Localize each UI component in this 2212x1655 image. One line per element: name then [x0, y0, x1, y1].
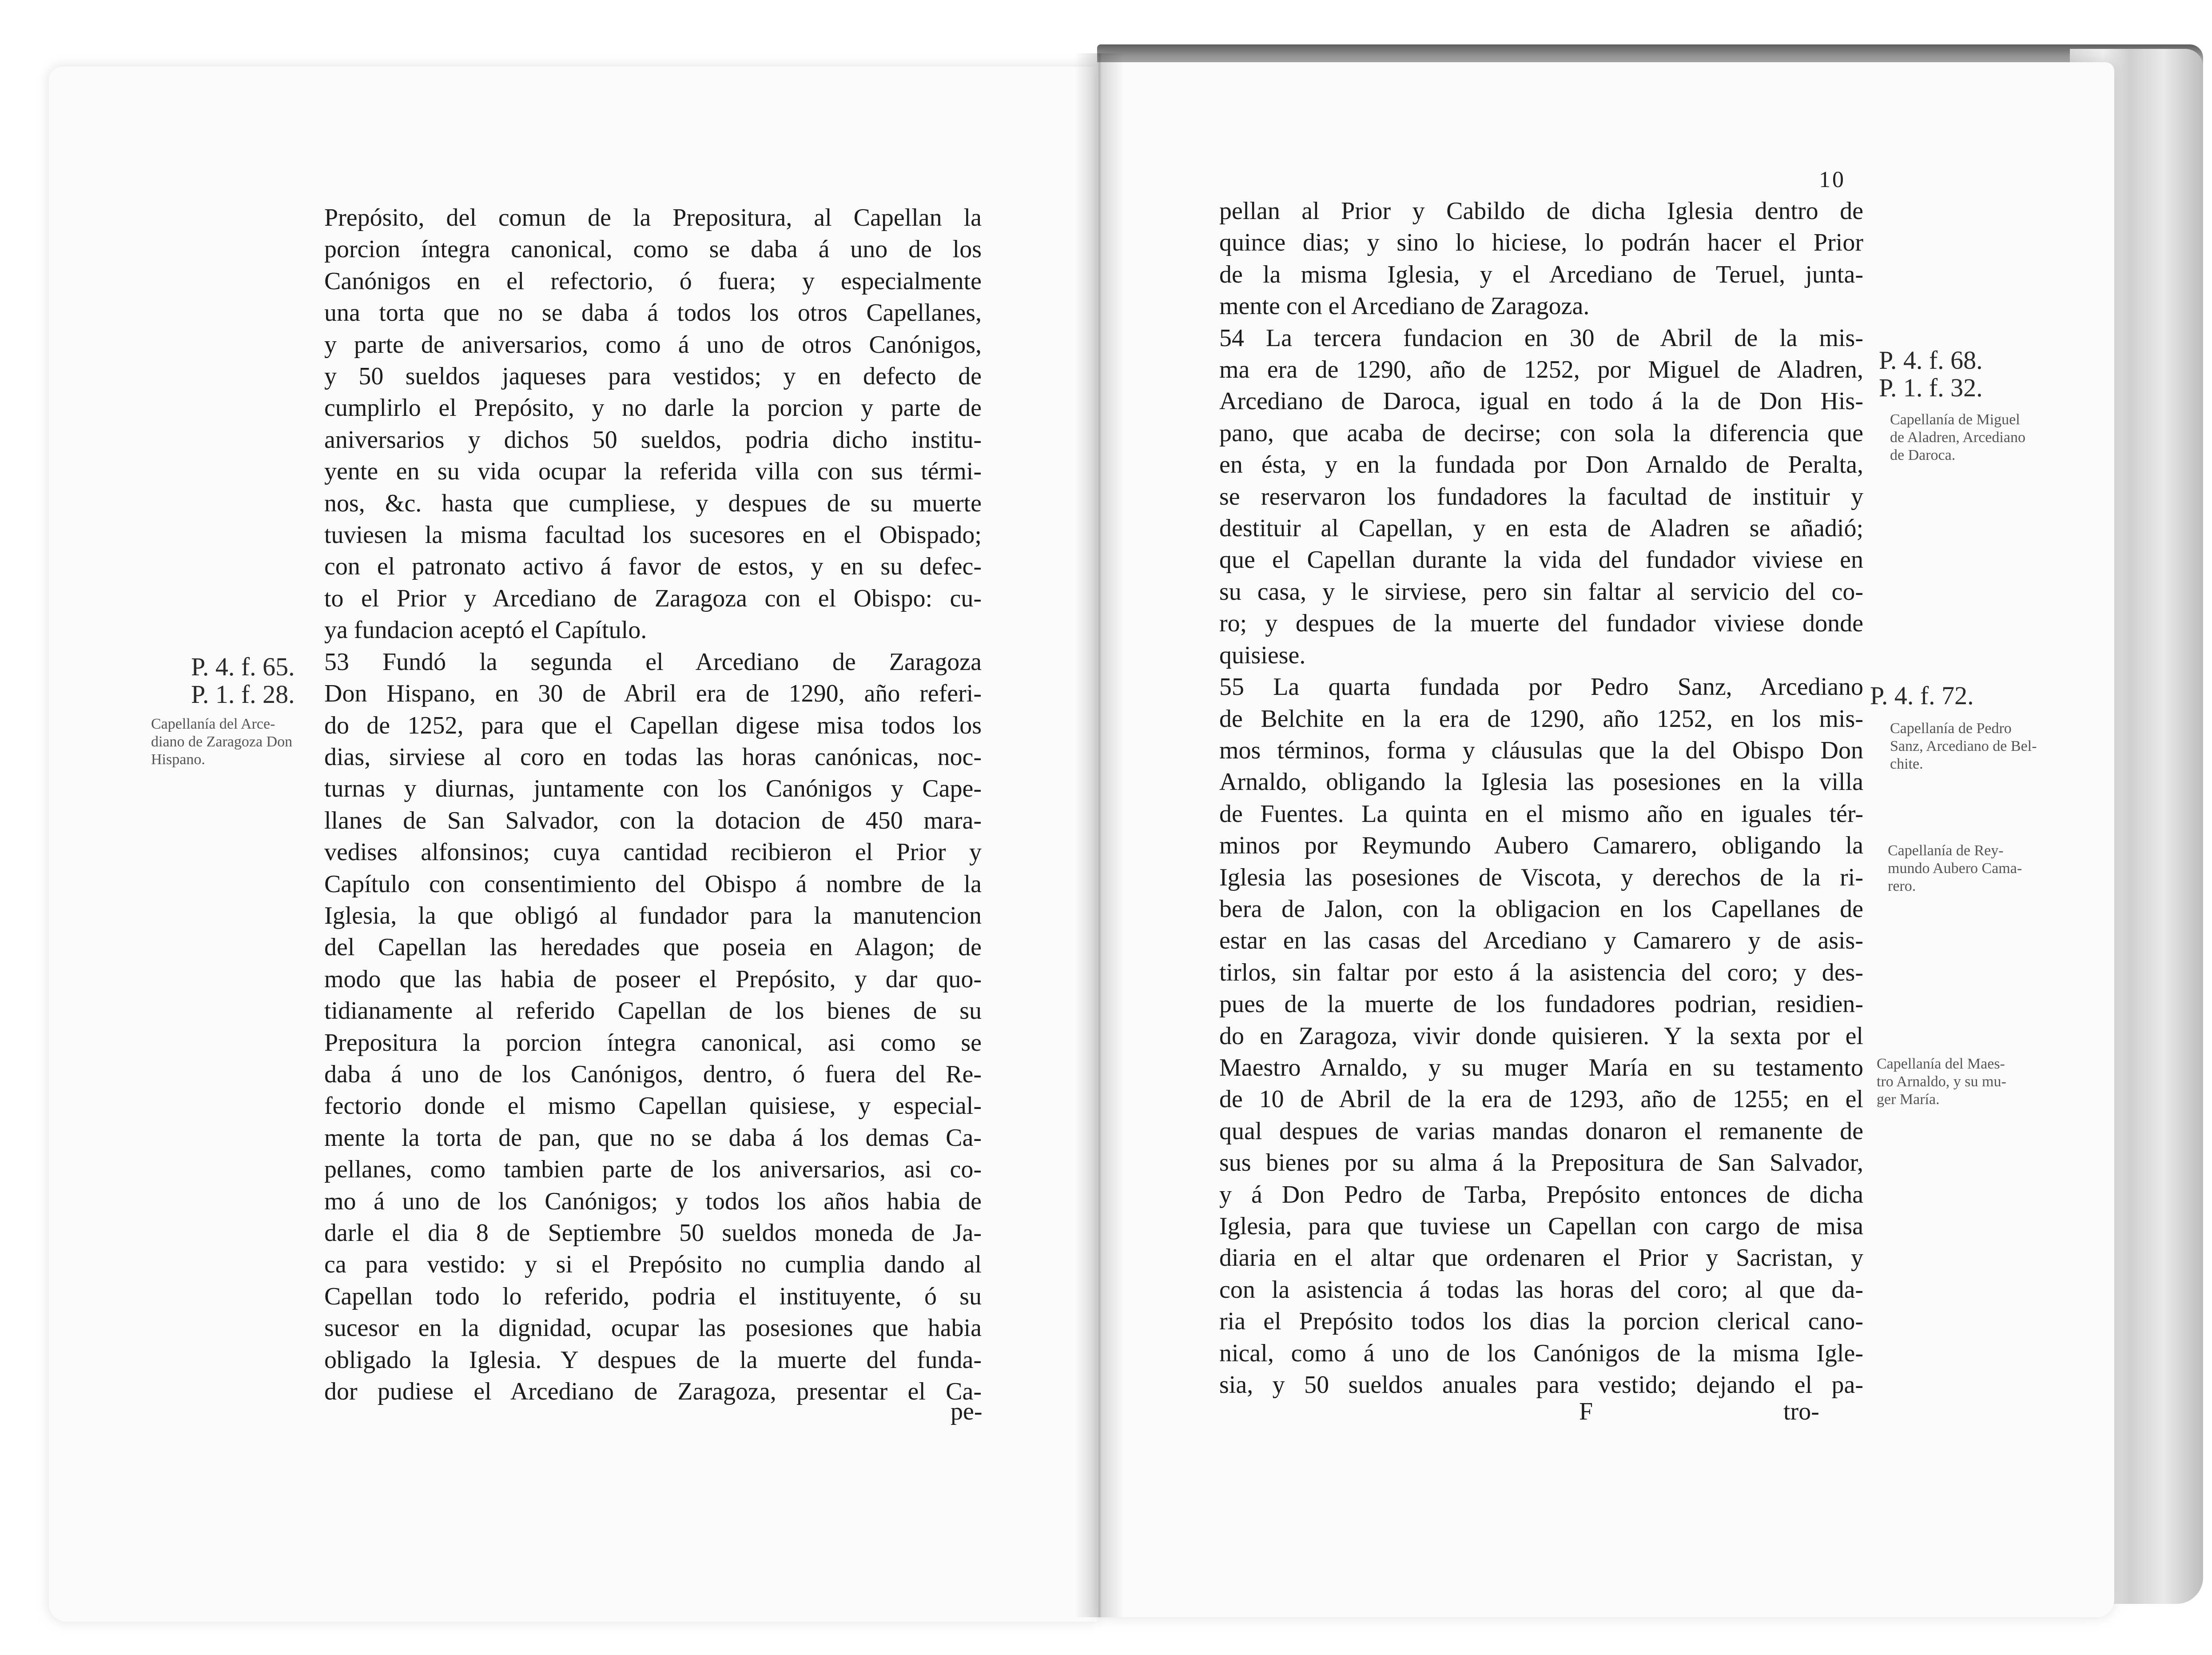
margin-ref-line: P. 4. f. 68.: [1879, 346, 1983, 375]
text-line: Capellan todo lo referido, podria el instituyente, ó su: [324, 1282, 982, 1310]
margin-note-line: Hispano.: [151, 751, 205, 768]
right-margin-reference-2: [1870, 682, 1974, 710]
text-line: tirlos, sin faltar por esto á la asistencia del coro; y des-: [1219, 958, 1863, 986]
page-number: 10: [1819, 167, 1846, 192]
text-line: 55 La quarta fundada por Pedro Sanz, Arcediano: [1219, 673, 1863, 701]
text-line: mente con el Arcediano de Zaragoza.: [1219, 292, 1590, 320]
text-line: minos por Reymundo Aubero Camarero, obligando la: [1219, 832, 1863, 860]
text-line: ca para vestido: y si el Prepósito no cumplia dando al: [324, 1251, 982, 1279]
right-margin-note-1: [1890, 411, 2025, 464]
margin-note-line: ger María.: [1877, 1091, 1940, 1108]
text-line: 54 La tercera fundacion en 30 de Abril de la mis-: [1219, 324, 1863, 352]
text-line: modo que las habia de poseer el Prepósito, y dar quo-: [324, 965, 982, 993]
text-line: mos términos, forma y cláusulas que la del Obispo Don: [1219, 736, 1863, 764]
text-line: diaria en el altar que ordenaren el Prior y Sacristan, y: [1219, 1244, 1863, 1272]
text-line: Prepositura la porcion íntegra canonical, asi como se: [324, 1029, 982, 1057]
text-line: sus bienes por su alma á la Prepositura de San Salvador,: [1219, 1149, 1863, 1177]
text-line: Capítulo con consentimiento del Obispo á nombre de la: [324, 870, 982, 898]
left-margin-note: [151, 715, 292, 769]
text-line: cumplirlo el Prepósito, y no darle la porcion y parte de: [324, 394, 982, 422]
text-line: Iglesia, para que tuviese un Capellan con cargo de misa: [1219, 1212, 1863, 1240]
text-line: aniversarios y dichos 50 sueldos, podria dicho institu-: [324, 426, 982, 454]
text-line: qual despues de varias mandas donaron el remanente de: [1219, 1117, 1863, 1145]
text-line: mo á uno de los Canónigos; y todos los años habia de: [324, 1187, 982, 1215]
margin-note-line: Capellanía del Maes-: [1877, 1056, 2005, 1072]
text-line: y 50 sueldos jaqueses para vestidos; y en defecto de: [324, 363, 982, 391]
text-line: pues de la muerte de los fundadores podrian, residien-: [1219, 990, 1863, 1018]
right-margin-note-3: [1888, 842, 2022, 895]
text-line: llanes de San Salvador, con la dotacion de 450 mara-: [324, 806, 982, 834]
text-line: 53 Fundó la segunda el Arcediano de Zaragoza: [324, 648, 982, 676]
text-line: Arnaldo, obligando la Iglesia las posesiones en la villa: [1219, 768, 1863, 796]
text-line: vedises alfonsinos; cuya cantidad recibieron el Prior y: [324, 838, 982, 866]
text-line: dias, sirviese al coro en todas las horas canónicas, noc-: [324, 743, 982, 771]
margin-note-line: mundo Aubero Cama-: [1888, 860, 2022, 877]
text-line: y á Don Pedro de Tarba, Prepósito entonces de dicha: [1219, 1180, 1863, 1208]
text-line: ro; y despues de la muerte del fundador viviese donde: [1219, 610, 1863, 638]
text-line: Iglesia, la que obligó al fundador para la manutencion: [324, 901, 982, 929]
text-line: Prepósito, del comun de la Prepositura, al Capellan la: [324, 204, 982, 231]
left-page-catchword: pe-: [951, 1398, 983, 1425]
text-line: yente en su vida ocupar la referida villa con sus térmi-: [324, 458, 982, 486]
margin-note-line: tro Arnaldo, y su mu-: [1877, 1073, 2006, 1090]
margin-note-line: chite.: [1890, 756, 1923, 772]
text-line: su casa, y le sirviese, pero sin faltar al servicio del co-: [1219, 578, 1863, 606]
text-line: de la misma Iglesia, y el Arcediano de Teruel, junta-: [1219, 260, 1863, 288]
margin-note-line: diano de Zaragoza Don: [151, 734, 293, 750]
text-line: fectorio donde el mismo Capellan quisiese, y especial-: [324, 1092, 982, 1120]
left-margin-reference: [191, 653, 295, 708]
text-line: quince dias; y sino lo hiciese, lo podrán hacer el Prior: [1219, 229, 1863, 257]
left-page-body-text: [324, 202, 982, 1408]
margin-note-line: de Aladren, Arcediano: [1890, 429, 2025, 446]
margin-note-line: Capellanía de Rey-: [1888, 842, 2004, 859]
text-line: tidianamente al referido Capellan de los bienes de su: [324, 997, 982, 1025]
margin-note-line: Capellanía del Arce-: [151, 716, 275, 732]
text-line: que el Capellan durante la vida del fundador viviese en: [1219, 546, 1863, 574]
margin-note-line: Capellanía de Miguel: [1890, 411, 2020, 428]
right-margin-reference-1: [1879, 347, 1983, 402]
text-line: to el Prior y Arcediano de Zaragoza con el Obispo: cu-: [324, 584, 982, 612]
text-line: nos, &c. hasta que cumpliese, y despues de su muerte: [324, 489, 982, 517]
text-line: Iglesia las posesiones de Viscota, y derechos de la ri-: [1219, 863, 1863, 891]
right-margin-note-2: [1890, 720, 2037, 773]
text-line: se reservaron los fundadores la facultad de instituir y: [1219, 483, 1863, 510]
text-line: mente la torta de pan, que no se daba á los demas Ca-: [324, 1124, 982, 1152]
margin-ref-line: P. 1. f. 28.: [191, 680, 295, 709]
text-line: Arcediano de Daroca, igual en todo á la de Don His-: [1219, 387, 1863, 415]
text-line: Don Hispano, en 30 de Abril era de 1290, año referi-: [324, 680, 982, 708]
text-line: nical, como á uno de los Canónigos de la misma Igle-: [1219, 1339, 1863, 1367]
text-line: pellan al Prior y Cabildo de dicha Iglesia dentro de: [1219, 197, 1863, 225]
text-line: de Belchite en la era de 1290, año 1252, en los mis-: [1219, 705, 1863, 733]
text-line: con la asistencia á todas las horas del coro; al que da-: [1219, 1276, 1863, 1304]
text-line: sia, y 50 sueldos anuales para vestido; dejando el pa-: [1219, 1371, 1863, 1399]
margin-ref-line: P. 4. f. 65.: [191, 652, 295, 681]
text-line: quisiese.: [1219, 641, 1306, 669]
margin-note-line: rero.: [1888, 878, 1916, 894]
right-page-body-text: [1219, 195, 1863, 1401]
text-line: bera de Jalon, con la obligacion en los Capellanes de: [1219, 895, 1863, 923]
text-line: pano, que acaba de decirse; con sola la diferencia que: [1219, 419, 1863, 447]
text-line: ya fundacion aceptó el Capítulo.: [324, 616, 647, 644]
text-line: ria el Prepósito todos los dias la porcion clerical cano-: [1219, 1308, 1863, 1336]
margin-note-line: Sanz, Arcediano de Bel-: [1890, 738, 2037, 754]
text-line: ma era de 1290, año de 1252, por Miguel de Aladren,: [1219, 356, 1863, 384]
text-line: porcion íntegra canonical, como se daba á uno de los: [324, 235, 982, 263]
text-line: con el patronato activo á favor de estos, y en su defec-: [324, 553, 982, 581]
text-line: do de 1252, para que el Capellan digese misa todos los: [324, 711, 982, 739]
text-line: do en Zaragoza, vivir donde quisieren. Y la sexta por el: [1219, 1022, 1863, 1050]
text-line: darle el dia 8 de Septiembre 50 sueldos moneda de Ja-: [324, 1219, 982, 1247]
book-gutter: [1075, 53, 1124, 1617]
text-line: destituir al Capellan, y en esta de Aladren se añadió;: [1219, 514, 1863, 542]
text-line: de Fuentes. La quinta en el mismo año en iguales tér-: [1219, 800, 1863, 828]
text-line: una torta que no se daba á todos los otros Capellanes,: [324, 299, 982, 327]
text-line: estar en las casas del Arcediano y Camarero y de asis-: [1219, 927, 1863, 955]
margin-ref-line: P. 4. f. 72.: [1870, 681, 1974, 710]
text-line: del Capellan las heredades que poseia en Alagon; de: [324, 933, 982, 961]
text-line: y parte de aniversarios, como á uno de otros Canónigos,: [324, 331, 982, 359]
text-line: turnas y diurnas, juntamente con los Canónigos y Cape-: [324, 775, 982, 803]
right-margin-note-4: [1877, 1055, 2006, 1109]
text-line: sucesor en la dignidad, ocupar las posesiones que habia: [324, 1314, 982, 1342]
text-line: tuviesen la misma facultad los sucesores en el Obispado;: [324, 521, 982, 549]
text-line: pellanes, como tambien parte de los aniversarios, asi co-: [324, 1156, 982, 1184]
signature-mark: F: [1579, 1398, 1593, 1425]
text-line: obligado la Iglesia. Y despues de la muerte del funda-: [324, 1346, 982, 1374]
text-line: Maestro Arnaldo, y su muger María en su testamento: [1219, 1053, 1863, 1081]
margin-ref-line: P. 1. f. 32.: [1879, 373, 1983, 402]
text-line: dor pudiese el Arcediano de Zaragoza, presentar el Ca-: [324, 1378, 982, 1406]
text-line: en ésta, y en la fundada por Don Arnaldo de Peralta,: [1219, 451, 1863, 479]
text-line: daba á uno de los Canónigos, dentro, ó fuera del Re-: [324, 1060, 982, 1088]
text-line: Canónigos en el refectorio, ó fuera; y especialmente: [324, 267, 982, 295]
right-page-catchword: tro-: [1783, 1398, 1819, 1425]
margin-note-line: Capellanía de Pedro: [1890, 720, 2012, 737]
text-line: de 10 de Abril de la era de 1293, año de 1255; en el: [1219, 1085, 1863, 1113]
margin-note-line: de Daroca.: [1890, 447, 1956, 463]
